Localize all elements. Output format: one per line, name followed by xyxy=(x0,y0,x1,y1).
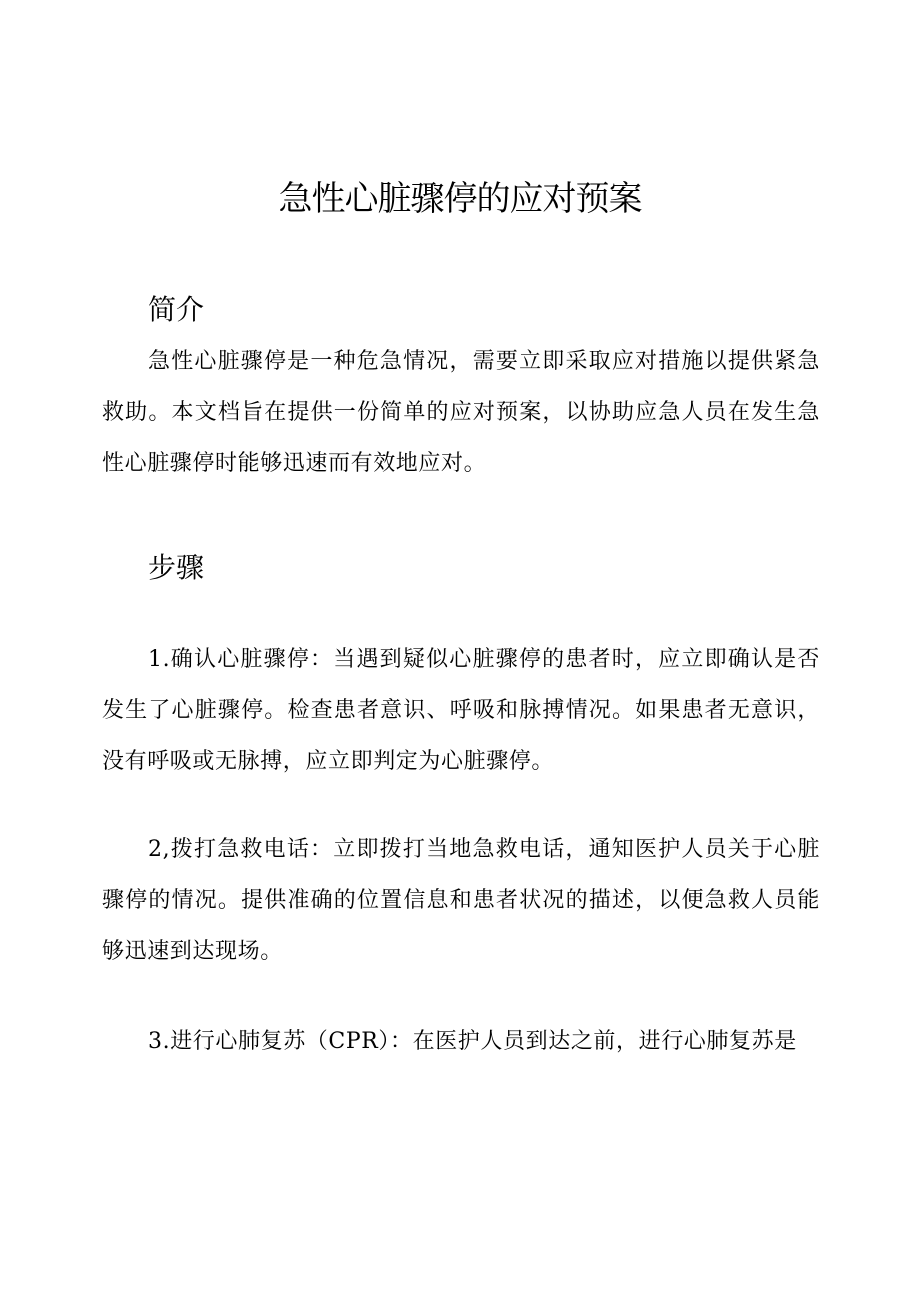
steps-heading: 步骤 xyxy=(148,551,205,584)
step-item-3: 3.进行心肺复苏（CPR）：在医护人员到达之前，进行心肺复苏是 xyxy=(148,1029,797,1054)
step-item-1: 1.确认心脏骤停：当遇到疑似心脏骤停的患者时，应立即确认是否发生了心脏骤停。检查患者意识、呼吸和脉搏情况。如果患者无意识，没有呼吸或无脉搏，应立即判定为心脏骤停。 xyxy=(102,647,820,774)
intro-heading: 简介 xyxy=(148,293,205,326)
step-item-2: 2,拨打急救电话：立即拨打当地急救电话，通知医护人员关于心脏骤停的情况。提供准确的位置信息和患者状况的描述，以便急救人员能够迅速到达现场。 xyxy=(102,837,820,964)
document-title: 急性心脏骤停的应对预案 xyxy=(278,179,642,219)
intro-paragraph: 急性心脏骤停是一种危急情况，需要立即采取应对措施以提供紧急救助。本文档旨在提供一份简单的应对预案，以协助应急人员在发生急性心脏骤停时能够迅速而有效地应对。 xyxy=(102,349,820,476)
